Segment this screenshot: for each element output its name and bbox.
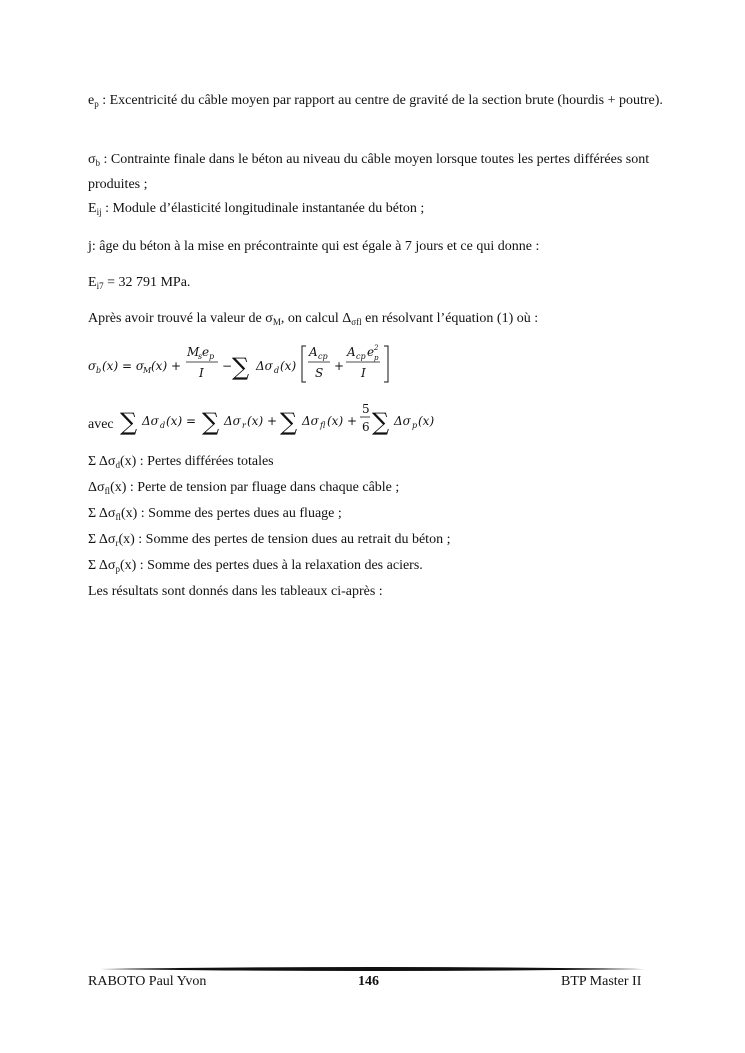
svg-text:d: d bbox=[160, 421, 166, 430]
definition-symbol: Σ Δσ bbox=[88, 454, 116, 469]
svg-text:A: A bbox=[347, 345, 356, 359]
definition-item bbox=[88, 558, 423, 574]
equation-sigma-b bbox=[88, 340, 408, 388]
definition-text: (x) : Perte de tension par fluage dans chaque câble ; bbox=[110, 480, 400, 495]
apres-sentence bbox=[88, 311, 538, 327]
svg-text:I: I bbox=[361, 366, 366, 380]
definition-item bbox=[88, 506, 342, 522]
ei7-symbol: E bbox=[88, 275, 97, 290]
equation-sum-losses bbox=[120, 398, 450, 440]
ep-symbol: e bbox=[88, 93, 95, 108]
svg-text:S: S bbox=[315, 366, 324, 380]
svg-text:2: 2 bbox=[374, 344, 379, 352]
svg-text:b: b bbox=[96, 366, 102, 375]
svg-text:p: p bbox=[209, 352, 215, 361]
svg-text:A: A bbox=[309, 345, 318, 359]
ep-text: : Excentricité du câble moyen par rapport au centre de gravité de la section brute (hourdis + poutre). bbox=[98, 93, 663, 108]
definition-text: (x) : Somme des pertes dues à la relaxation des aciers. bbox=[119, 558, 423, 573]
svg-text:6: 6 bbox=[362, 420, 370, 434]
svg-text:∑: ∑ bbox=[232, 353, 250, 381]
ei7-value bbox=[88, 275, 190, 291]
svg-text:(x): (x) bbox=[418, 414, 435, 428]
svg-text:(x): (x) bbox=[280, 359, 297, 373]
footer-rule bbox=[100, 966, 645, 972]
svg-text:cp: cp bbox=[318, 352, 328, 361]
svg-text:∑: ∑ bbox=[120, 408, 138, 436]
definition-symbol: Δσ bbox=[88, 480, 105, 495]
svg-text:Δσ: Δσ bbox=[224, 414, 241, 428]
svg-text:p: p bbox=[374, 354, 379, 362]
avec-label: avec bbox=[88, 417, 114, 432]
eij-symbol: E bbox=[88, 201, 97, 216]
svg-text:e: e bbox=[202, 345, 210, 359]
svg-text:5: 5 bbox=[362, 402, 370, 416]
svg-text:(x) +: (x) + bbox=[151, 359, 181, 373]
j-definition: j: âge du béton à la mise en précontrainte qui est égale à 7 jours et ce qui donne : bbox=[88, 239, 540, 254]
apres-part-c: en résolvant l’équation (1) où : bbox=[361, 311, 539, 326]
svg-text:Δσ: Δσ bbox=[256, 359, 273, 373]
sb-symbol: σ bbox=[88, 152, 96, 167]
ei7-text: = 32 791 MPa. bbox=[103, 275, 191, 290]
svg-text:M: M bbox=[187, 345, 200, 359]
page-number: 146 bbox=[358, 974, 379, 989]
sb-subscript: b bbox=[95, 158, 101, 168]
definition-subscript: fl bbox=[115, 512, 121, 522]
eij-subscript: ij bbox=[96, 207, 102, 217]
svg-text:d: d bbox=[274, 366, 280, 375]
definition-symbol: Σ Δσ bbox=[88, 532, 116, 547]
svg-text:∑: ∑ bbox=[202, 408, 220, 436]
ep-subscript: p bbox=[94, 99, 99, 109]
results-sentence: Les résultats sont donnés dans les tableaux ci-après : bbox=[88, 584, 383, 599]
sigma-b-definition bbox=[88, 147, 663, 197]
ei7-subscript: i7 bbox=[96, 281, 104, 291]
sb-text: : Contrainte finale dans le béton au niveau du câble moyen lorsque toutes les pertes différées sont produites ; bbox=[88, 152, 650, 192]
svg-text:s: s bbox=[198, 352, 203, 361]
svg-text:+: + bbox=[334, 359, 345, 373]
svg-text:cp: cp bbox=[356, 352, 366, 361]
definition-item bbox=[88, 532, 450, 548]
svg-text:σ: σ bbox=[88, 359, 97, 373]
definition-subscript: r bbox=[115, 538, 119, 548]
apres-subscript-m: M bbox=[272, 317, 281, 327]
svg-text:(x) = σ: (x) = σ bbox=[102, 359, 145, 373]
footer-author: RABOTO Paul Yvon bbox=[88, 974, 207, 989]
definition-symbol: Σ Δσ bbox=[88, 558, 116, 573]
apres-subscript-fl: σfl bbox=[351, 317, 362, 327]
definition-symbol: Σ Δσ bbox=[88, 506, 116, 521]
svg-text:Δσ: Δσ bbox=[394, 414, 411, 428]
svg-text:r: r bbox=[242, 421, 246, 430]
svg-text:p: p bbox=[412, 421, 418, 430]
svg-text:∑: ∑ bbox=[280, 408, 298, 436]
svg-text:−: − bbox=[222, 359, 233, 373]
definition-text: (x) : Pertes différées totales bbox=[119, 454, 274, 469]
svg-text:fl: fl bbox=[320, 421, 326, 430]
ep-definition bbox=[88, 88, 663, 113]
svg-text:(x) +: (x) + bbox=[247, 414, 277, 428]
definition-subscript: p bbox=[115, 564, 120, 574]
definition-subscript: fl bbox=[104, 486, 111, 496]
eij-text: : Module d’élasticité longitudinale instantanée du béton ; bbox=[101, 201, 425, 216]
svg-text:I: I bbox=[199, 366, 204, 380]
svg-text:M: M bbox=[143, 366, 152, 375]
apres-part-b: , on calcul Δ bbox=[280, 311, 352, 326]
footer-course: BTP Master II bbox=[561, 974, 642, 989]
definition-subscript: d bbox=[115, 460, 120, 470]
svg-text:Δσ: Δσ bbox=[142, 414, 159, 428]
definition-item bbox=[88, 454, 274, 470]
svg-text:e: e bbox=[367, 345, 375, 359]
definition-text: (x) : Somme des pertes dues au fluage ; bbox=[120, 506, 342, 521]
svg-text:Δσ: Δσ bbox=[302, 414, 319, 428]
apres-part-a: Après avoir trouvé la valeur de σ bbox=[88, 311, 273, 326]
svg-text:(x) =: (x) = bbox=[166, 414, 196, 428]
definition-text: (x) : Somme des pertes de tension dues au retrait du béton ; bbox=[118, 532, 451, 547]
svg-text:(x) +: (x) + bbox=[327, 414, 357, 428]
eij-definition bbox=[88, 201, 424, 217]
svg-text:∑: ∑ bbox=[372, 408, 390, 436]
definition-item bbox=[88, 480, 399, 496]
